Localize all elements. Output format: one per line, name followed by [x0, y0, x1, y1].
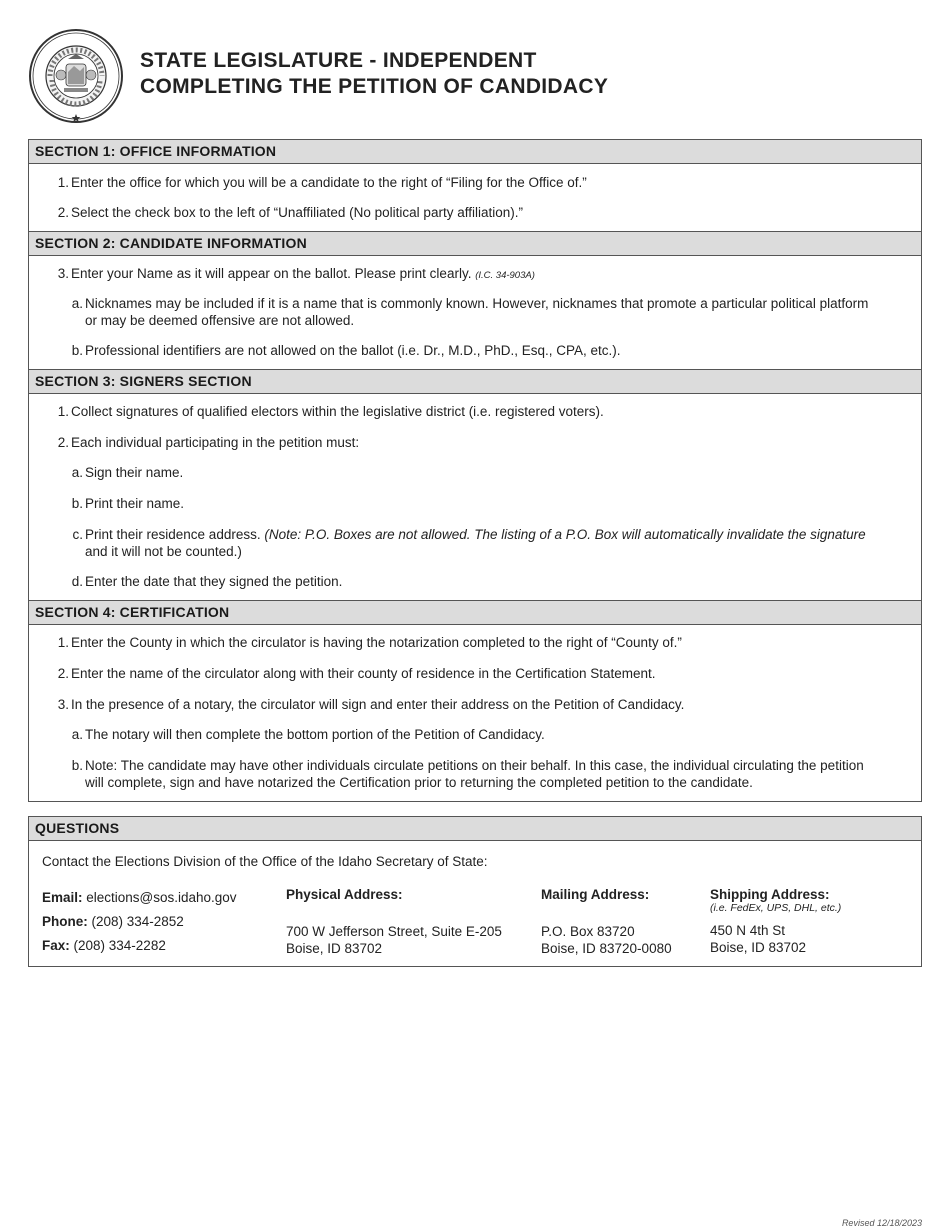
item-letter: c. [72, 527, 83, 542]
section-4-heading: SECTION 4: CERTIFICATION [29, 601, 921, 624]
item-text: Print their name. [85, 496, 185, 511]
title-line-1: STATE LEGISLATURE - INDEPENDENT [140, 49, 537, 72]
item-note-continued: and it will not be counted.) [85, 544, 242, 559]
instructions-box [28, 139, 922, 802]
fax-label: Fax: [42, 938, 70, 953]
item-text: Enter the date that they signed the petition. [85, 574, 343, 589]
item-letter: a. [71, 465, 83, 480]
title-line-2: COMPLETING THE PETITION OF CANDIDACY [140, 75, 609, 98]
item-text: Note: The candidate may have other individuals circulate petitions on their behalf. In this case, the individual circulating the petition [85, 758, 864, 773]
item-text: Nicknames may be included if it is a name that is commonly known. However, nicknames that promote a particular political platform [85, 296, 869, 311]
mailing-address-line-1: P.O. Box 83720 [541, 924, 635, 939]
section-3-heading: SECTION 3: SIGNERS SECTION [29, 370, 921, 393]
item-number: 2. [57, 205, 69, 220]
item-text-continued: will complete, sign and have notarized the Certification prior to returning the completed petition to the candidate. [85, 775, 753, 790]
item-number: 1. [57, 635, 69, 650]
item-text: Collect signatures of qualified electors within the legislative district (i.e. registered voters). [71, 404, 604, 419]
fax-value: (208) 334-2282 [69, 938, 166, 953]
item-text: Select the check box to the left of “Unaffiliated (No political party affiliation).” [71, 205, 523, 220]
phone-line [42, 913, 184, 930]
item-letter: d. [71, 574, 83, 589]
mailing-address-label: Mailing Address: [541, 887, 650, 902]
shipping-address-line-1: 450 N 4th St [710, 923, 786, 938]
item-text: Enter the name of the circulator along with their county of residence in the Certification Statement. [71, 666, 656, 681]
item-text: Enter the office for which you will be a candidate to the right of “Filing for the Office of.” [71, 175, 587, 190]
idaho-seal-icon [28, 28, 124, 124]
item-text [71, 265, 535, 284]
item-number: 3. [57, 266, 69, 281]
divider [29, 624, 921, 625]
item-letter: b. [71, 343, 83, 358]
item-note: (Note: P.O. Boxes are not allowed. The listing of a P.O. Box will automatically invalidate the signature [264, 527, 866, 542]
item-number: 2. [57, 435, 69, 450]
physical-address-line-2: Boise, ID 83702 [286, 941, 383, 956]
shipping-carriers-note: (i.e. FedEx, UPS, DHL, etc.) [710, 902, 842, 914]
item-text: The notary will then complete the bottom portion of the Petition of Candidacy. [85, 727, 545, 742]
item-letter: a. [71, 727, 83, 742]
fax-line [42, 937, 166, 954]
divider [29, 163, 921, 164]
item-text-continued: or may be deemed offensive are not allowed. [85, 313, 355, 328]
item-text-main: Print their residence address. [85, 527, 265, 542]
item-text: Professional identifiers are not allowed on the ballot (i.e. Dr., M.D., PhD., Esq., CPA, etc.). [85, 343, 621, 358]
email-value[interactable]: elections@sos.idaho.gov [82, 890, 237, 905]
section-2-heading: SECTION 2: CANDIDATE INFORMATION [29, 232, 921, 255]
shipping-address-label: Shipping Address: [710, 887, 830, 902]
item-number: 2. [57, 666, 69, 681]
page-header [28, 28, 922, 128]
item-text-main: Enter your Name as it will appear on the ballot. Please print clearly. [71, 266, 476, 281]
statute-citation: (I.C. 34-903A) [475, 270, 535, 281]
page-title [140, 48, 608, 100]
mailing-address-line-2: Boise, ID 83720-0080 [541, 941, 672, 956]
item-number: 3. [57, 697, 69, 712]
item-text: Sign their name. [85, 465, 184, 480]
physical-address-line-1: 700 W Jefferson Street, Suite E-205 [286, 924, 502, 939]
item-text [85, 526, 866, 543]
shipping-address-line-2: Boise, ID 83702 [710, 940, 807, 955]
item-text: Each individual participating in the petition must: [71, 435, 360, 450]
item-text: In the presence of a notary, the circulator will sign and enter their address on the Petition of Candidacy. [71, 697, 685, 712]
item-letter: b. [71, 496, 83, 511]
physical-address-label: Physical Address: [286, 887, 403, 902]
email-line [42, 889, 237, 906]
questions-box [28, 816, 922, 967]
questions-heading: QUESTIONS [29, 817, 921, 840]
divider [29, 255, 921, 256]
phone-label: Phone: [42, 914, 88, 929]
revision-date: Revised 12/18/2023 [841, 1218, 922, 1228]
email-label: Email: [42, 890, 83, 905]
item-number: 1. [57, 404, 69, 419]
divider [29, 840, 921, 841]
item-number: 1. [57, 175, 69, 190]
item-letter: a. [71, 296, 83, 311]
phone-value: (208) 334-2852 [87, 914, 184, 929]
item-letter: b. [71, 758, 83, 773]
section-1-heading: SECTION 1: OFFICE INFORMATION [29, 140, 921, 163]
divider [29, 393, 921, 394]
item-text: Enter the County in which the circulator is having the notarization completed to the right of “County of.” [71, 635, 682, 650]
questions-intro: Contact the Elections Division of the Office of the Idaho Secretary of State: [42, 854, 488, 869]
